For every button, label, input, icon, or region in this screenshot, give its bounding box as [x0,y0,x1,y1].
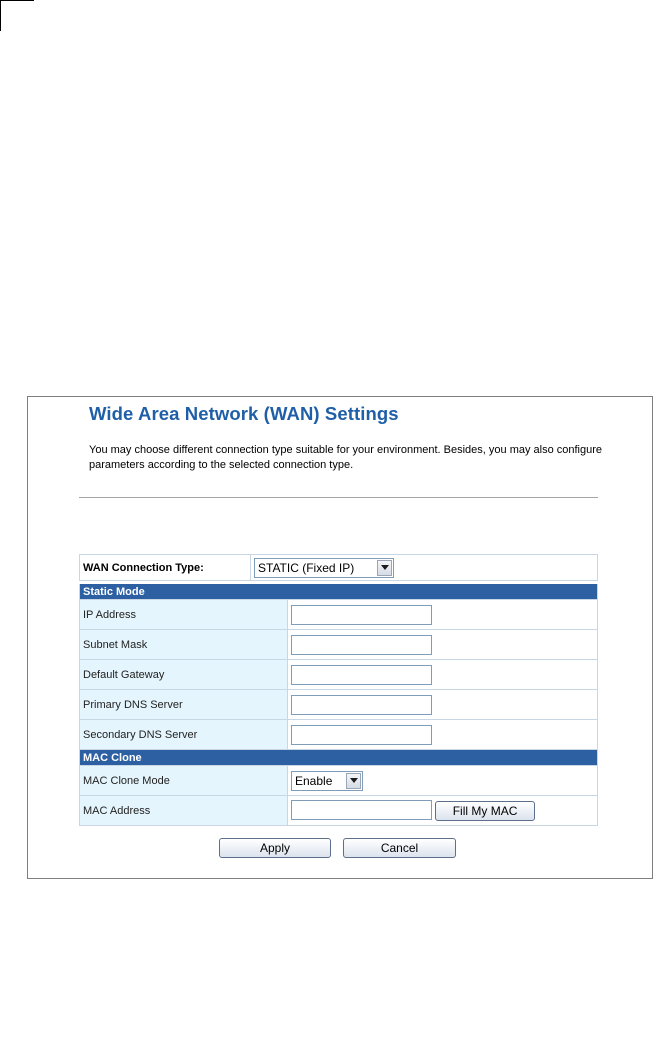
mac-address-label: MAC Address [80,796,288,826]
primary-dns-label: Primary DNS Server [80,690,288,720]
connection-type-cell [251,554,597,581]
subnet-mask-input[interactable] [291,635,432,655]
primary-dns-row [80,690,597,720]
static-mode-table [79,584,598,826]
secondary-dns-row [80,720,597,750]
connection-type-row [80,554,597,581]
mac-clone-header: MAC Clone [80,750,597,766]
mac-clone-mode-label: MAC Clone Mode [80,766,288,796]
connection-type-selected: STATIC (Fixed IP) [258,560,355,575]
wan-settings-form [79,554,598,581]
mac-clone-header-row [80,750,597,766]
mac-clone-mode-row [80,766,597,796]
default-gateway-label: Default Gateway [80,660,288,690]
mac-clone-mode-selected: Enable [295,773,333,788]
chevron-down-icon[interactable] [346,773,361,789]
subnet-mask-label: Subnet Mask [80,630,288,660]
connection-type-label: WAN Connection Type: [80,554,251,581]
static-mode-header-row [80,584,597,600]
mac-address-input[interactable] [291,800,432,820]
page-description: You may choose different connection type suitable for your environment. Besides, you may also configure parameters according to the selected connection type. [89,444,603,471]
ip-address-input[interactable] [291,605,432,625]
ip-address-label: IP Address [80,600,288,630]
page-title: Wide Area Network (WAN) Settings [89,403,399,424]
mac-address-row [80,796,597,826]
ip-address-row [80,600,597,630]
static-mode-header: Static Mode [80,584,597,600]
connection-type-select[interactable] [254,558,394,578]
cancel-button[interactable]: Cancel [343,838,456,858]
default-gateway-row [80,660,597,690]
chevron-down-icon[interactable] [377,560,392,576]
primary-dns-input[interactable] [291,695,432,715]
fill-my-mac-button[interactable]: Fill My MAC [435,801,535,821]
default-gateway-input[interactable] [291,665,432,685]
mac-clone-mode-select[interactable] [291,771,363,791]
crop-mark-vertical [0,0,1,31]
crop-mark-horizontal [0,0,34,1]
title-divider [79,497,598,498]
apply-button[interactable]: Apply [219,838,331,858]
secondary-dns-input[interactable] [291,725,432,745]
subnet-mask-row [80,630,597,660]
secondary-dns-label: Secondary DNS Server [80,720,288,750]
